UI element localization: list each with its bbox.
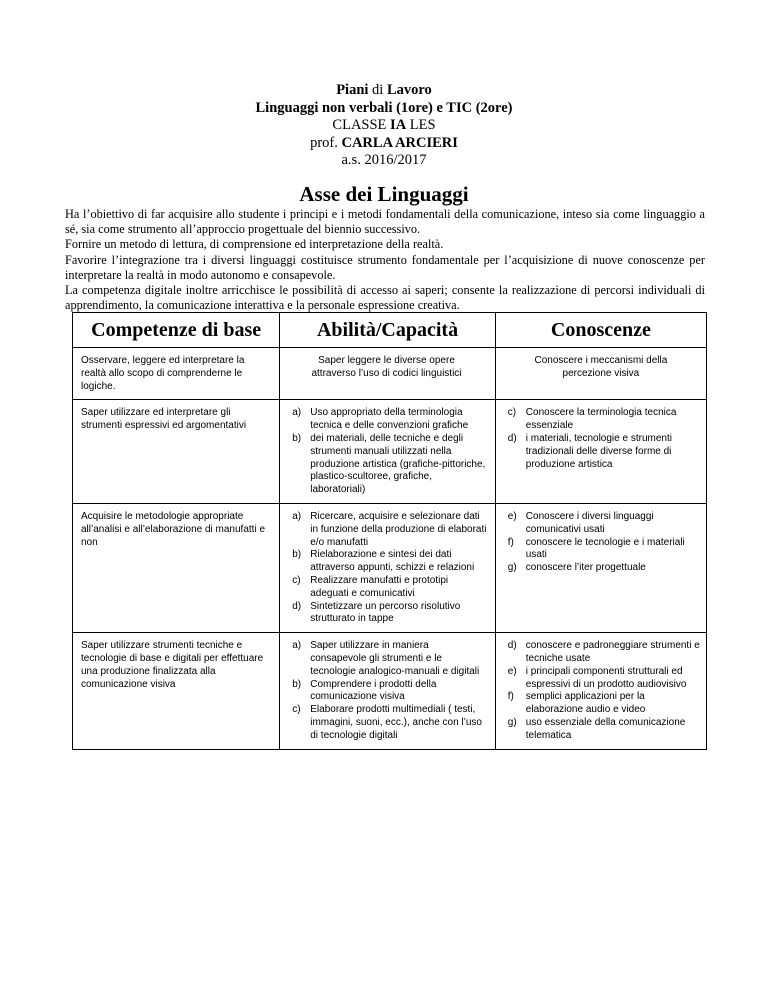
list-item: e) Conoscere i diversi linguaggi comunicativi usati [507,510,654,535]
competences-table [72,312,707,750]
table-row [73,400,707,504]
document-subtitle: Linguaggi non verbali (1ore) e TIC (2ore) [255,99,513,116]
list-item: c) Realizzare manufatti e prototipi adeguati e comunicativi [292,574,449,599]
list-item: g) conoscere l’iter progettuale [507,562,646,574]
section-title: Asse dei Linguaggi [299,182,469,206]
cell-conoscenza [495,503,706,632]
intro-text [65,207,705,313]
list-item: a) Saper utilizzare in maniera consapevole gli strumenti e le tecnologie analogico-manuali e digitali [292,640,480,677]
cell-abilita [280,400,496,504]
list-item: b) Rielaborazione e sintesi dei dati attraverso appunti, schizzi e relazioni [292,549,475,574]
table-row [73,633,707,749]
document-header [0,82,768,170]
school-year: a.s. 2016/2017 [341,152,427,168]
intro-paragraph: Ha l’obiettivo di far acquisire allo studente i principi e i metodi fondamentali della comunicazione, inteso sia come linguaggio a sé, sia come strumento all’approccio progettuale del biennio successivo. [65,207,705,237]
list-item: d) Sintetizzare un percorso risolutivo strutturato in tappe [292,600,461,625]
intro-paragraph: La competenza digitale inoltre arricchisce le possibilità di accesso ai saperi; consente la realizzazione di percorsi individuali di apprendimento, la comunicazione interattiva e la personale espressione creativa. [65,283,705,313]
list-item: b) Comprendere i prodotti della comunicazione visiva [292,678,437,703]
header-conoscenze: Conoscenze [495,313,706,348]
list-item: f) conoscere le tecnologie e i materiali usati [507,536,685,561]
intro-paragraph: Favorire l’integrazione tra i diversi linguaggi costituisce strumento fondamentale per l’acquisizione di nuove conoscenze per interpretare la realtà in modo autonomo e consapevole. [65,252,705,282]
header-competenze: Competenze di base [73,313,280,348]
list-item: a) Uso appropriato della terminologia tecnica e delle convenzioni grafiche [292,407,469,432]
list-item: a) Ricercare, acquisire e selezionare dati in funzione della produzione di elaborati e/o manufatti [292,510,487,548]
table-row [73,503,707,632]
list-item: b) dei materiali, delle tecniche e degli strumenti manuali utilizzati nella produzione artistica (grafiche-pittoriche, plastico-scultoree, grafiche, laboratoriali) [292,432,486,496]
list-item: c) Elaborare prodotti multimediali ( testi, immagini, suoni, ecc.), anche con l’uso di tecnologie digitali [292,704,482,741]
cell-conoscenza: Conoscere i meccanismi della percezione visiva [495,348,706,400]
list-item: e) i principali componenti strutturali ed espressivi di un prodotto audiovisivo [507,665,687,690]
document-title: Piani di Lavoro [336,82,432,98]
list-item: c) Conoscere la terminologia tecnica essenziale [507,407,677,432]
cell-abilita [280,503,496,632]
header-abilita: Abilità/Capacità [280,313,496,348]
list-item: g) uso essenziale della comunicazione telematica [507,716,686,741]
list-item: f) semplici applicazioni per la elaborazione audio e video [507,691,646,716]
list-item: d) i materiali, tecnologie e strumenti tradizionali delle diverse forme di produzione artistica [507,432,672,470]
intro-paragraph: Fornire un metodo di lettura, di comprensione ed interpretazione della realtà. [65,237,444,252]
cell-competenza: Acquisire le metodologie appropriate all’analisi e all’elaborazione di manufatti e non [73,503,280,632]
cell-abilita: Saper leggere le diverse opere attraverso l’uso di codici linguistici [280,348,496,400]
cell-competenza: Saper utilizzare strumenti tecniche e tecnologie di base e digitali per effettuare una produzione finalizzata alla comunicazione visiva [73,633,280,749]
cell-abilita [280,633,496,749]
cell-conoscenza [495,400,706,504]
cell-competenza: Osservare, leggere ed interpretare la realtà allo scopo di comprenderne le logiche. [73,348,280,400]
table-row [73,348,707,400]
class-line: CLASSE IA LES [332,117,436,133]
table-header-row [73,313,707,348]
cell-conoscenza [495,633,706,749]
cell-competenza: Saper utilizzare ed interpretare gli strumenti espressivi ed argomentativi [73,400,280,504]
teacher-line: prof. CARLA ARCIERI [310,134,458,151]
list-item: d) conoscere e padroneggiare strumenti e tecniche usate [507,640,700,664]
